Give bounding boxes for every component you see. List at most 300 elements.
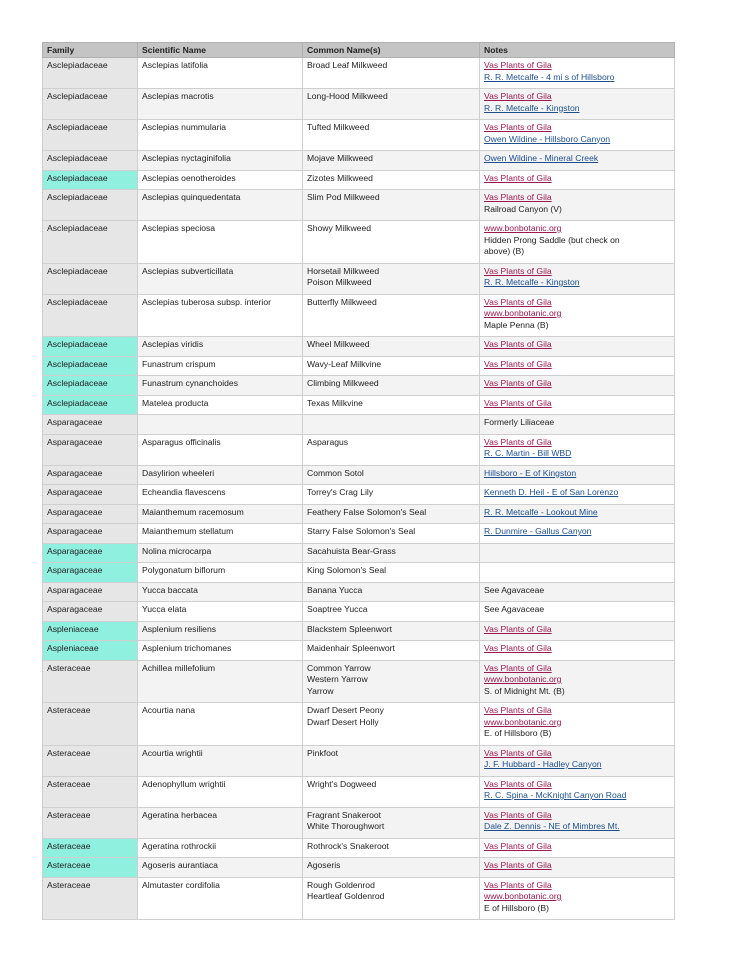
table-row: [43, 395, 675, 415]
scientific-name-cell: [138, 858, 303, 878]
scientific-name-text: Funastrum crispum: [142, 358, 216, 369]
family-text: Asclepiadaceae: [47, 153, 108, 163]
common-name-cell: [303, 807, 480, 838]
table-row: [43, 221, 675, 264]
header-scientific-name: Scientific Name: [138, 43, 303, 58]
family-cell: [43, 58, 138, 89]
table-row: [43, 434, 675, 465]
scientific-name-cell: [138, 485, 303, 505]
header-common-names: Common Name(s): [303, 43, 480, 58]
family-cell: [43, 543, 138, 563]
family-text: Asparagaceae: [47, 436, 103, 447]
notes-cell: [480, 524, 675, 544]
table-row: [43, 170, 675, 190]
scientific-name-text: Adenophyllum wrightii: [142, 778, 226, 789]
scientific-name-text: Yucca elata: [142, 604, 187, 614]
scientific-name-cell: [138, 337, 303, 357]
family-text: Asteraceae: [47, 662, 91, 673]
note-link[interactable]: Vas Plants of Gila: [484, 378, 552, 388]
table-row: [43, 602, 675, 622]
family-cell: [43, 858, 138, 878]
scientific-name-cell: [138, 465, 303, 485]
notes-cell: [480, 703, 675, 746]
family-text: Asparagaceae: [47, 467, 103, 478]
common-name-cell: [303, 703, 480, 746]
table-row: [43, 120, 675, 151]
scientific-name-text: Asclepias viridis: [142, 339, 204, 349]
common-name-text: Starry False Solomon's Seal: [307, 526, 416, 536]
family-text: Asteraceae: [47, 778, 91, 789]
scientific-name-text: Funastrum cynanchoides: [142, 378, 239, 388]
table-row: [43, 485, 675, 505]
note-link[interactable]: Owen Wildine - Hillsboro Canyon: [484, 133, 611, 144]
note-link[interactable]: Vas Plants of Gila: [484, 397, 552, 408]
common-name-text: Butterfly Milkweed: [307, 296, 377, 307]
scientific-name-cell: [138, 294, 303, 337]
family-cell: [43, 745, 138, 776]
note-link[interactable]: Vas Plants of Gila: [484, 172, 552, 183]
header-notes: Notes: [480, 43, 675, 58]
common-name-text: King Solomon's Seal: [307, 565, 387, 575]
common-name-cell: [303, 582, 480, 602]
scientific-name-cell: [138, 395, 303, 415]
common-name-text: Dwarf Desert Holly: [307, 716, 379, 727]
notes-cell: [480, 660, 675, 703]
scientific-name-text: Yucca baccata: [142, 584, 198, 595]
note-link[interactable]: Vas Plants of Gila: [484, 623, 552, 634]
note-link[interactable]: Vas Plants of Gila: [484, 122, 552, 132]
common-name-text: Rothrock's Snakeroot: [307, 840, 389, 851]
note-link[interactable]: www.bonbotanic.org: [484, 716, 562, 727]
scientific-name-cell: [138, 263, 303, 294]
family-text: Asclepiadaceae: [47, 296, 108, 307]
note-link[interactable]: www.bonbotanic.org: [484, 674, 562, 684]
table-row: [43, 263, 675, 294]
common-name-text: Zizotes Milkweed: [307, 172, 373, 183]
notes-cell: [480, 838, 675, 858]
common-name-text: White Thoroughwort: [307, 821, 385, 831]
scientific-name-cell: [138, 58, 303, 89]
scientific-name-cell: [138, 221, 303, 264]
note-link[interactable]: Vas Plants of Gila: [484, 860, 552, 870]
family-cell: [43, 877, 138, 920]
notes-cell: [480, 485, 675, 505]
note-link[interactable]: J. F. Hubbard - Hadley Canyon: [484, 759, 602, 769]
notes-cell: [480, 641, 675, 661]
common-name-text: Soaptree Yucca: [307, 604, 368, 614]
note-link[interactable]: Vas Plants of Gila: [484, 809, 552, 820]
note-link[interactable]: www.bonbotanic.org: [484, 223, 562, 233]
common-name-text: Pinkfoot: [307, 747, 339, 758]
scientific-name-text: Maianthemum racemosum: [142, 506, 244, 517]
common-name-cell: [303, 395, 480, 415]
note-link[interactable]: Vas Plants of Gila: [484, 358, 552, 369]
scientific-name-text: Asclepias macrotis: [142, 91, 214, 101]
note-link[interactable]: R. C. Spina - McKnight Canyon Road: [484, 790, 627, 800]
family-cell: [43, 807, 138, 838]
scientific-name-text: Agoseris aurantiaca: [142, 860, 218, 870]
note-link[interactable]: Vas Plants of Gila: [484, 840, 552, 851]
family-cell: [43, 356, 138, 376]
table-row: [43, 356, 675, 376]
notes-cell: [480, 356, 675, 376]
table-row: [43, 703, 675, 746]
family-cell: [43, 660, 138, 703]
table-row: [43, 543, 675, 563]
family-text: Asparagaceae: [47, 545, 103, 556]
notes-cell: [480, 337, 675, 357]
notes-cell: [480, 376, 675, 396]
note-link[interactable]: Vas Plants of Gila: [484, 265, 552, 276]
scientific-name-cell: [138, 524, 303, 544]
family-text: Asclepiadaceae: [47, 358, 108, 369]
common-name-cell: [303, 877, 480, 920]
common-name-text: Wavy-Leaf Milkvine: [307, 358, 382, 369]
common-name-text: Wright's Dogweed: [307, 778, 377, 789]
family-cell: [43, 89, 138, 120]
scientific-name-cell: [138, 877, 303, 920]
scientific-name-cell: [138, 838, 303, 858]
common-name-cell: [303, 641, 480, 661]
scientific-name-text: Asclepias nummularia: [142, 122, 227, 132]
table-row: [43, 337, 675, 357]
family-text: Asteraceae: [47, 860, 91, 870]
common-name-cell: [303, 120, 480, 151]
common-name-text: Showy Milkweed: [307, 223, 371, 233]
notes-cell: [480, 263, 675, 294]
notes-cell: [480, 89, 675, 120]
table-row: [43, 415, 675, 435]
scientific-name-cell: [138, 563, 303, 583]
notes-cell: [480, 190, 675, 221]
note-link[interactable]: www.bonbotanic.org: [484, 891, 562, 901]
note-link[interactable]: Kenneth D. Heil - E of San Lorenzo: [484, 487, 619, 497]
note-link[interactable]: R. Dunmire - Gallus Canyon: [484, 526, 592, 536]
family-cell: [43, 504, 138, 524]
family-text: Asclepiadaceae: [47, 172, 108, 183]
common-name-text: Asparagus: [307, 436, 349, 447]
family-text: Asparagaceae: [47, 526, 103, 536]
family-text: Aspleniaceae: [47, 643, 99, 653]
table-row: [43, 745, 675, 776]
family-text: Asteraceae: [47, 809, 91, 820]
scientific-name-cell: [138, 543, 303, 563]
scientific-name-cell: [138, 376, 303, 396]
family-text: Asclepiadaceae: [47, 265, 108, 276]
scientific-name-text: Asparagus officinalis: [142, 436, 221, 447]
common-name-text: Dwarf Desert Peony: [307, 705, 384, 715]
common-name-cell: [303, 563, 480, 583]
note-link[interactable]: Vas Plants of Gila: [484, 339, 552, 349]
scientific-name-text: Asclepias speciosa: [142, 223, 216, 233]
scientific-name-cell: [138, 776, 303, 807]
table-row: [43, 376, 675, 396]
scientific-name-cell: [138, 621, 303, 641]
note-link[interactable]: Owen Wildine - Mineral Creek: [484, 153, 599, 163]
common-name-text: Common Yarrow: [307, 662, 371, 673]
note-link[interactable]: Vas Plants of Gila: [484, 436, 552, 447]
family-text: Asparagaceae: [47, 487, 103, 497]
family-cell: [43, 395, 138, 415]
family-cell: [43, 485, 138, 505]
note-link[interactable]: R. R. Metcalfe - Lookout Mine: [484, 506, 598, 517]
family-cell: [43, 170, 138, 190]
scientific-name-text: Asclepias nyctaginifolia: [142, 153, 231, 163]
notes-cell: [480, 877, 675, 920]
scientific-name-text: Asplenium trichomanes: [142, 643, 232, 653]
note-text: Formerly Liliaceae: [484, 417, 555, 427]
common-name-text: Fragrant Snakeroot: [307, 809, 382, 820]
common-name-text: Rough Goldenrod: [307, 879, 375, 890]
common-name-cell: [303, 543, 480, 563]
scientific-name-cell: [138, 120, 303, 151]
family-cell: [43, 563, 138, 583]
table-row: [43, 504, 675, 524]
notes-cell: [480, 170, 675, 190]
notes-cell: [480, 776, 675, 807]
common-name-cell: [303, 504, 480, 524]
note-link[interactable]: Vas Plants of Gila: [484, 91, 552, 101]
common-name-text: Sacahuista Bear-Grass: [307, 545, 396, 556]
family-text: Asteraceae: [47, 705, 91, 715]
note-link[interactable]: Vas Plants of Gila: [484, 705, 552, 715]
common-name-cell: [303, 602, 480, 622]
scientific-name-text: Almutaster cordifolia: [142, 879, 220, 890]
note-link[interactable]: Vas Plants of Gila: [484, 60, 552, 70]
scientific-name-cell: [138, 745, 303, 776]
family-cell: [43, 263, 138, 294]
family-cell: [43, 415, 138, 435]
note-link[interactable]: www.bonbotanic.org: [484, 308, 562, 318]
scientific-name-text: Echeandia flavescens: [142, 487, 226, 497]
note-text: See Agavaceae: [484, 584, 545, 595]
common-name-cell: [303, 263, 480, 294]
notes-cell: [480, 434, 675, 465]
table-row: [43, 89, 675, 120]
family-text: Asparagaceae: [47, 417, 103, 427]
family-cell: [43, 337, 138, 357]
common-name-text: Blackstem Spleenwort: [307, 623, 393, 634]
common-name-text: Heartleaf Goldenrod: [307, 891, 385, 901]
note-link[interactable]: Dale Z. Dennis - NE of Mimbres Mt.: [484, 821, 620, 831]
family-cell: [43, 465, 138, 485]
notes-cell: [480, 465, 675, 485]
note-text: Maple Penna (B): [484, 319, 549, 330]
table-row: [43, 190, 675, 221]
common-name-cell: [303, 465, 480, 485]
scientific-name-cell: [138, 660, 303, 703]
notes-cell: [480, 602, 675, 622]
family-text: Asteraceae: [47, 879, 91, 890]
family-cell: [43, 641, 138, 661]
note-text: See Agavaceae: [484, 604, 545, 614]
notes-cell: [480, 745, 675, 776]
common-name-text: Tufted Milkweed: [307, 122, 370, 132]
family-text: Asclepiadaceae: [47, 192, 108, 202]
note-link[interactable]: Vas Plants of Gila: [484, 662, 552, 673]
family-cell: [43, 221, 138, 264]
table-row: [43, 807, 675, 838]
common-name-text: Wheel Milkweed: [307, 339, 370, 349]
scientific-name-cell: [138, 415, 303, 435]
common-name-cell: [303, 337, 480, 357]
family-text: Asparagaceae: [47, 506, 103, 517]
scientific-name-text: Asclepias subverticillata: [142, 265, 234, 276]
common-name-cell: [303, 485, 480, 505]
family-cell: [43, 524, 138, 544]
notes-cell: [480, 582, 675, 602]
table-row: [43, 877, 675, 920]
common-name-cell: [303, 776, 480, 807]
notes-cell: [480, 504, 675, 524]
common-name-text: Common Sotol: [307, 467, 364, 478]
common-name-text: Mojave Milkweed: [307, 153, 373, 163]
scientific-name-text: Asplenium resiliens: [142, 623, 217, 634]
scientific-name-text: Dasylirion wheeleri: [142, 467, 215, 478]
notes-cell: [480, 120, 675, 151]
note-link[interactable]: Vas Plants of Gila: [484, 747, 552, 758]
common-name-text: Broad Leaf Milkweed: [307, 60, 388, 70]
note-link[interactable]: Vas Plants of Gila: [484, 879, 552, 890]
table-row: [43, 58, 675, 89]
common-name-cell: [303, 221, 480, 264]
plant-table: [42, 42, 675, 920]
scientific-name-text: Ageratina rothrockii: [142, 840, 217, 851]
scientific-name-text: Polygonatum biflorum: [142, 565, 226, 575]
family-cell: [43, 776, 138, 807]
common-name-text: Horsetail Milkweed: [307, 265, 380, 276]
scientific-name-text: Acourtia wrightii: [142, 747, 203, 758]
common-name-cell: [303, 151, 480, 171]
notes-cell: [480, 58, 675, 89]
scientific-name-cell: [138, 434, 303, 465]
family-cell: [43, 151, 138, 171]
scientific-name-cell: [138, 190, 303, 221]
table-row: [43, 621, 675, 641]
table-row: [43, 776, 675, 807]
scientific-name-cell: [138, 151, 303, 171]
note-link[interactable]: Vas Plants of Gila: [484, 192, 552, 202]
note-link[interactable]: Vas Plants of Gila: [484, 643, 552, 653]
common-name-cell: [303, 190, 480, 221]
family-cell: [43, 582, 138, 602]
family-text: Aspleniaceae: [47, 623, 99, 634]
scientific-name-text: Achillea millefolium: [142, 662, 216, 673]
table-row: [43, 582, 675, 602]
note-link[interactable]: R. R. Metcalfe - Kingston: [484, 102, 580, 113]
family-text: Asparagaceae: [47, 565, 103, 575]
note-link[interactable]: Vas Plants of Gila: [484, 778, 552, 789]
common-name-text: Yarrow: [307, 685, 334, 696]
table-row: [43, 641, 675, 661]
scientific-name-cell: [138, 504, 303, 524]
note-link[interactable]: Vas Plants of Gila: [484, 296, 552, 307]
notes-cell: [480, 415, 675, 435]
table-row: [43, 660, 675, 703]
common-name-cell: [303, 89, 480, 120]
header-family: Family: [43, 43, 138, 58]
scientific-name-cell: [138, 602, 303, 622]
common-name-text: Western Yarrow: [307, 674, 368, 684]
family-text: Asclepiadaceae: [47, 91, 108, 101]
family-text: Asparagaceae: [47, 604, 103, 614]
table-row: [43, 524, 675, 544]
common-name-text: Torrey's Crag Lily: [307, 487, 374, 497]
notes-cell: [480, 395, 675, 415]
scientific-name-text: Asclepias latifolia: [142, 60, 208, 70]
scientific-name-cell: [138, 356, 303, 376]
notes-cell: [480, 621, 675, 641]
note-text: above) (B): [484, 246, 525, 256]
scientific-name-cell: [138, 582, 303, 602]
common-name-cell: [303, 621, 480, 641]
table-row: [43, 151, 675, 171]
table-row: [43, 465, 675, 485]
table-row: [43, 838, 675, 858]
common-name-cell: [303, 524, 480, 544]
common-name-cell: [303, 294, 480, 337]
common-name-cell: [303, 434, 480, 465]
family-text: Asteraceae: [47, 747, 91, 758]
family-text: Asclepiadaceae: [47, 223, 108, 233]
note-text: Hidden Prong Saddle (but check on: [484, 234, 620, 245]
common-name-cell: [303, 745, 480, 776]
scientific-name-text: Asclepias tuberosa subsp. interior: [142, 296, 271, 307]
note-link[interactable]: R. R. Metcalfe - 4 mi s of Hillsboro: [484, 71, 615, 82]
header-row: [43, 43, 675, 58]
note-text: S. of Midnight Mt. (B): [484, 685, 565, 696]
scientific-name-text: Maianthemum stellatum: [142, 526, 234, 536]
common-name-text: Slim Pod Milkweed: [307, 192, 380, 202]
family-cell: [43, 294, 138, 337]
note-text: E. of Hillsboro (B): [484, 728, 552, 738]
family-text: Asteraceae: [47, 840, 91, 851]
notes-cell: [480, 543, 675, 563]
notes-cell: [480, 221, 675, 264]
common-name-cell: [303, 660, 480, 703]
family-text: Asclepiadaceae: [47, 397, 108, 408]
family-cell: [43, 434, 138, 465]
notes-cell: [480, 151, 675, 171]
family-text: Asclepiadaceae: [47, 122, 108, 132]
common-name-text: Climbing Milkweed: [307, 378, 379, 388]
common-name-text: Feathery False Solomon's Seal: [307, 506, 427, 517]
notes-cell: [480, 807, 675, 838]
common-name-cell: [303, 838, 480, 858]
notes-cell: [480, 294, 675, 337]
common-name-cell: [303, 58, 480, 89]
family-cell: [43, 602, 138, 622]
common-name-cell: [303, 356, 480, 376]
scientific-name-text: Acourtia nana: [142, 705, 196, 715]
common-name-text: Texas Milkvine: [307, 397, 363, 408]
scientific-name-cell: [138, 807, 303, 838]
common-name-cell: [303, 376, 480, 396]
family-cell: [43, 621, 138, 641]
notes-cell: [480, 563, 675, 583]
common-name-text: Maidenhair Spleenwort: [307, 643, 395, 653]
note-link[interactable]: R. C. Martin - Bill WBD: [484, 448, 572, 458]
common-name-cell: [303, 170, 480, 190]
note-link[interactable]: R. R. Metcalfe - Kingston: [484, 277, 580, 287]
scientific-name-text: Asclepias oenotheroides: [142, 172, 236, 183]
note-link[interactable]: Hillsboro - E of Kingston: [484, 467, 577, 478]
table-row: [43, 294, 675, 337]
common-name-text: Poison Milkweed: [307, 277, 372, 287]
scientific-name-text: Matelea producta: [142, 397, 209, 408]
family-cell: [43, 376, 138, 396]
table-row: [43, 858, 675, 878]
